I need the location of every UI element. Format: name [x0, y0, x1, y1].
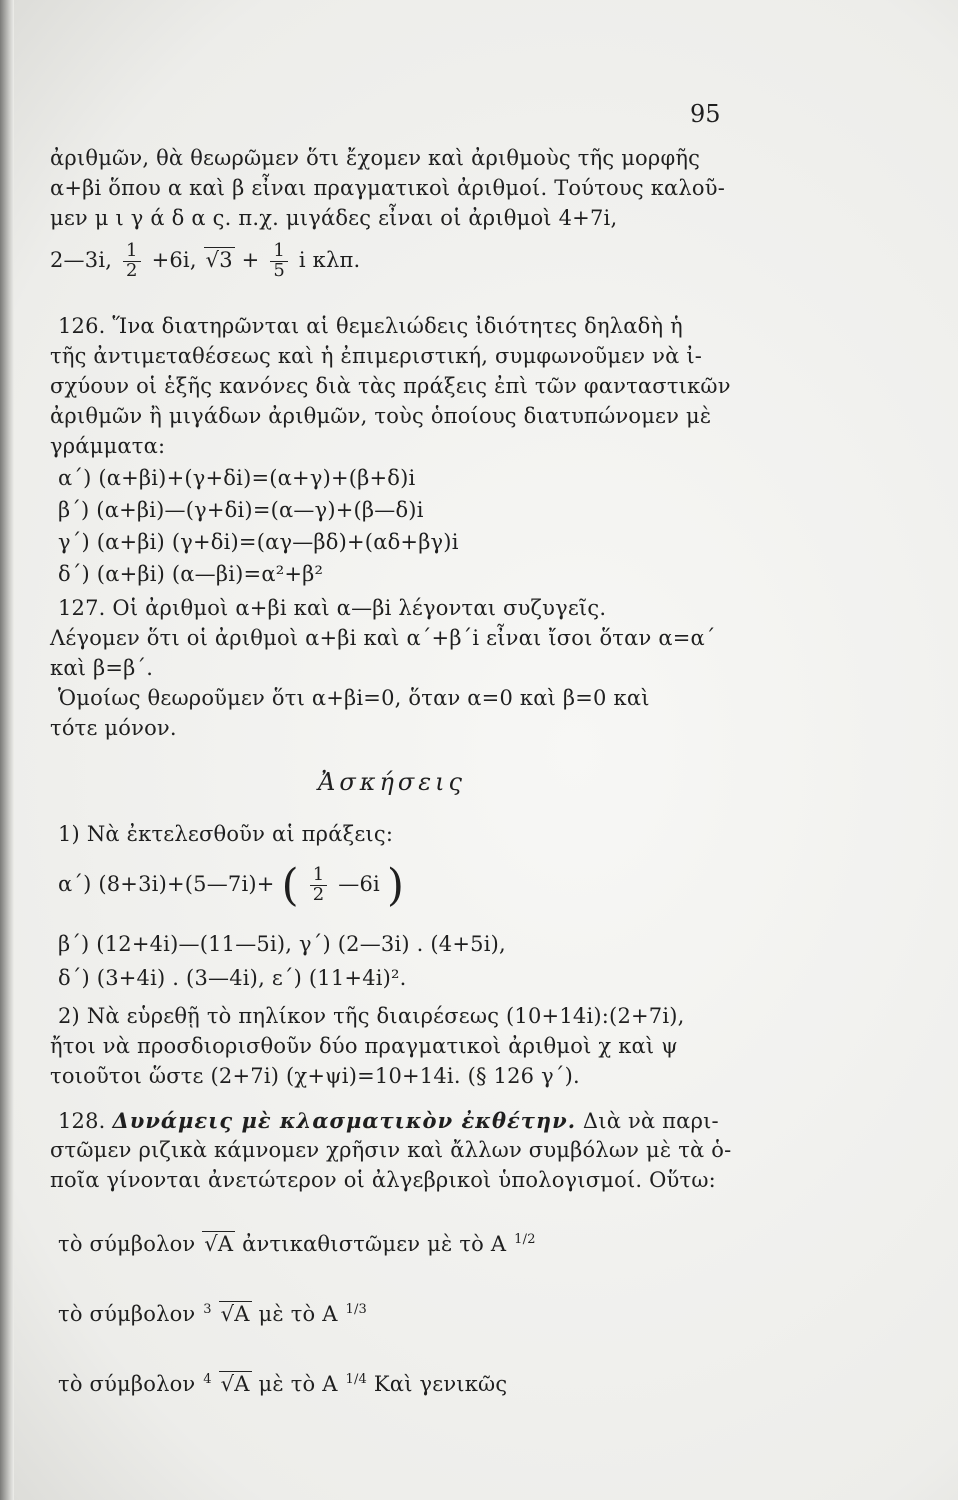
root-index: 4 — [203, 1372, 212, 1387]
text-line: τῆς ἀντιμεταθέσεως καὶ ἡ ἐπιμεριστική, συμφωνοῦμεν νὰ ἰ- — [50, 344, 703, 368]
page-number: 95 — [690, 100, 721, 128]
rule-c: γ΄) (α+βi) (γ+δi)=(αγ—βδ)+(αδ+βγ)i — [58, 530, 459, 554]
fraction-numerator: 1 — [270, 242, 288, 262]
exponent: 1/2 — [514, 1232, 536, 1247]
fraction-denominator: 2 — [126, 259, 138, 281]
fraction-numerator: 1 — [123, 242, 141, 262]
symbol-line-1 — [58, 1232, 536, 1256]
expr-part: —6i — [338, 872, 380, 896]
root-index: 3 — [203, 1302, 212, 1317]
exercise-1d: δ΄) (3+4i) . (3—4i), ε΄) (11+4i)². — [58, 966, 407, 990]
text-line: τοιοῦτοι ὥστε (2+7i) (χ+ψi)=10+14i. (§ 126 γ΄). — [50, 1064, 580, 1088]
symbol-line-3 — [58, 1372, 507, 1396]
fourth-root: √A — [220, 1372, 250, 1396]
expr-part: + — [241, 247, 260, 272]
square-root: √3 — [205, 247, 233, 272]
text-line: καὶ β=β΄. — [50, 656, 154, 680]
page-edge-shadow — [0, 0, 14, 1500]
exponent: 1/3 — [345, 1302, 368, 1317]
text-line: στῶμεν ριζικὰ κάμνομεν χρῆσιν καὶ ἄλλων συμβόλων μὲ τὰ ὁ- — [50, 1138, 732, 1162]
rule-a: α΄) (α+βi)+(γ+δi)=(α+γ)+(β+δ)i — [58, 466, 416, 490]
fraction — [270, 242, 288, 281]
section-title: Δυνάμεις μὲ κλασματικὸν ἐκθέτην. — [112, 1108, 577, 1133]
text-span: Διὰ νὰ παρι- — [582, 1109, 719, 1133]
exponent: 1/4 — [345, 1372, 368, 1387]
text-span: Καὶ γενικῶς — [373, 1372, 508, 1396]
expr-part: 2—3i, — [50, 247, 113, 272]
section-128 — [58, 1108, 719, 1133]
exercise-1b: β΄) (12+4i)—(11—5i), γ΄) (2—3i) . (4+5i), — [58, 932, 506, 956]
text-line: ἀριθμῶν, θὰ θεωρῶμεν ὅτι ἔχομεν καὶ ἀριθμοὺς τῆς μορφῆς — [50, 146, 701, 170]
fraction-denominator: 2 — [312, 884, 325, 905]
text-line: ποῖα γίνονται ἀνετώτερον οἱ ἀλγεβρικοὶ ὑπολογισμοί. Οὕτω: — [50, 1168, 716, 1192]
text-line: 126. Ἵνα διατηρῶνται αἱ θεμελιώδεις ἰδιότητες δηλαδὴ ἡ — [58, 314, 683, 338]
text-line: γράμματα: — [50, 434, 166, 458]
text-line: σχύουν οἱ ἑξῆς κανόνες διὰ τὰς πράξεις ἐπὶ τῶν φανταστικῶν — [50, 374, 731, 398]
fraction-numerator: 1 — [310, 866, 328, 886]
rule-d: δ΄) (α+βi) (α—βi)=α²+β² — [58, 562, 324, 586]
text-line: α+βi ὅπου α καὶ β εἶναι πραγματικοὶ ἀριθμοί. Τούτους καλοῦ- — [50, 176, 726, 200]
text-span: μὲ τὸ A — [258, 1302, 338, 1326]
fraction-denominator: 5 — [273, 259, 285, 281]
text-line: ἀριθμῶν ἢ μιγάδων ἀριθμῶν, τοὺς ὁποίους διατυπώνομεν μὲ — [50, 404, 712, 428]
text-span: τὸ σύμβολον — [58, 1232, 196, 1256]
exercise-1a — [58, 860, 404, 911]
text-span: μὲ τὸ A — [258, 1372, 338, 1396]
section-number: 128. — [58, 1109, 106, 1133]
expr-part: i κλπ. — [298, 247, 361, 272]
section-heading: Ἀσκήσεις — [318, 768, 466, 796]
text-line: Ὁμοίως θεωροῦμεν ὅτι α+βi=0, ὅταν α=0 καὶ β=0 καὶ — [58, 686, 650, 710]
rule-b: β΄) (α+βi)—(γ+δi)=(α—γ)+(β—δ)i — [58, 498, 424, 522]
symbol-line-2 — [58, 1302, 367, 1326]
text-line: Λέγομεν ὅτι οἱ ἀριθμοὶ α+βi καὶ α΄+β΄i εἶναι ἴσοι ὅταν α=α΄ — [50, 626, 716, 650]
exercise-2: 2) Νὰ εὑρεθῇ τὸ πηλίκον τῆς διαιρέσεως (10+14i):(2+7i), — [58, 1004, 685, 1028]
close-paren-icon: ) — [386, 860, 405, 911]
open-paren-icon: ( — [281, 860, 299, 911]
square-root: √A — [204, 1232, 234, 1256]
fraction — [310, 866, 328, 905]
expr-part: +6i, — [151, 247, 197, 272]
text-line: τότε μόνον. — [50, 716, 177, 740]
text-line: μεν μ ι γ ά δ α ς. π.χ. μιγάδες εἶναι οἱ ἀριθμοὶ 4+7i, — [50, 206, 618, 230]
example-expression — [50, 242, 360, 281]
text-line: ἤτοι νὰ προσδιορισθοῦν δύο πραγματικοὶ ἀριθμοὶ χ καὶ ψ — [50, 1034, 678, 1058]
exercise-1: 1) Νὰ ἐκτελεσθοῦν αἱ πράξεις: — [58, 822, 394, 846]
text-span: τὸ σύμβολον — [58, 1372, 196, 1396]
cube-root: √A — [220, 1302, 250, 1326]
fraction — [123, 242, 141, 281]
expr-part: α΄) (8+3i)+(5—7i)+ — [58, 872, 275, 896]
text-span: τὸ σύμβολον — [58, 1302, 196, 1326]
text-span: ἀντικαθιστῶμεν μὲ τὸ A — [242, 1232, 507, 1256]
text-line: 127. Οἱ ἀριθμοὶ α+βi καὶ α—βi λέγονται συζυγεῖς. — [58, 596, 607, 620]
